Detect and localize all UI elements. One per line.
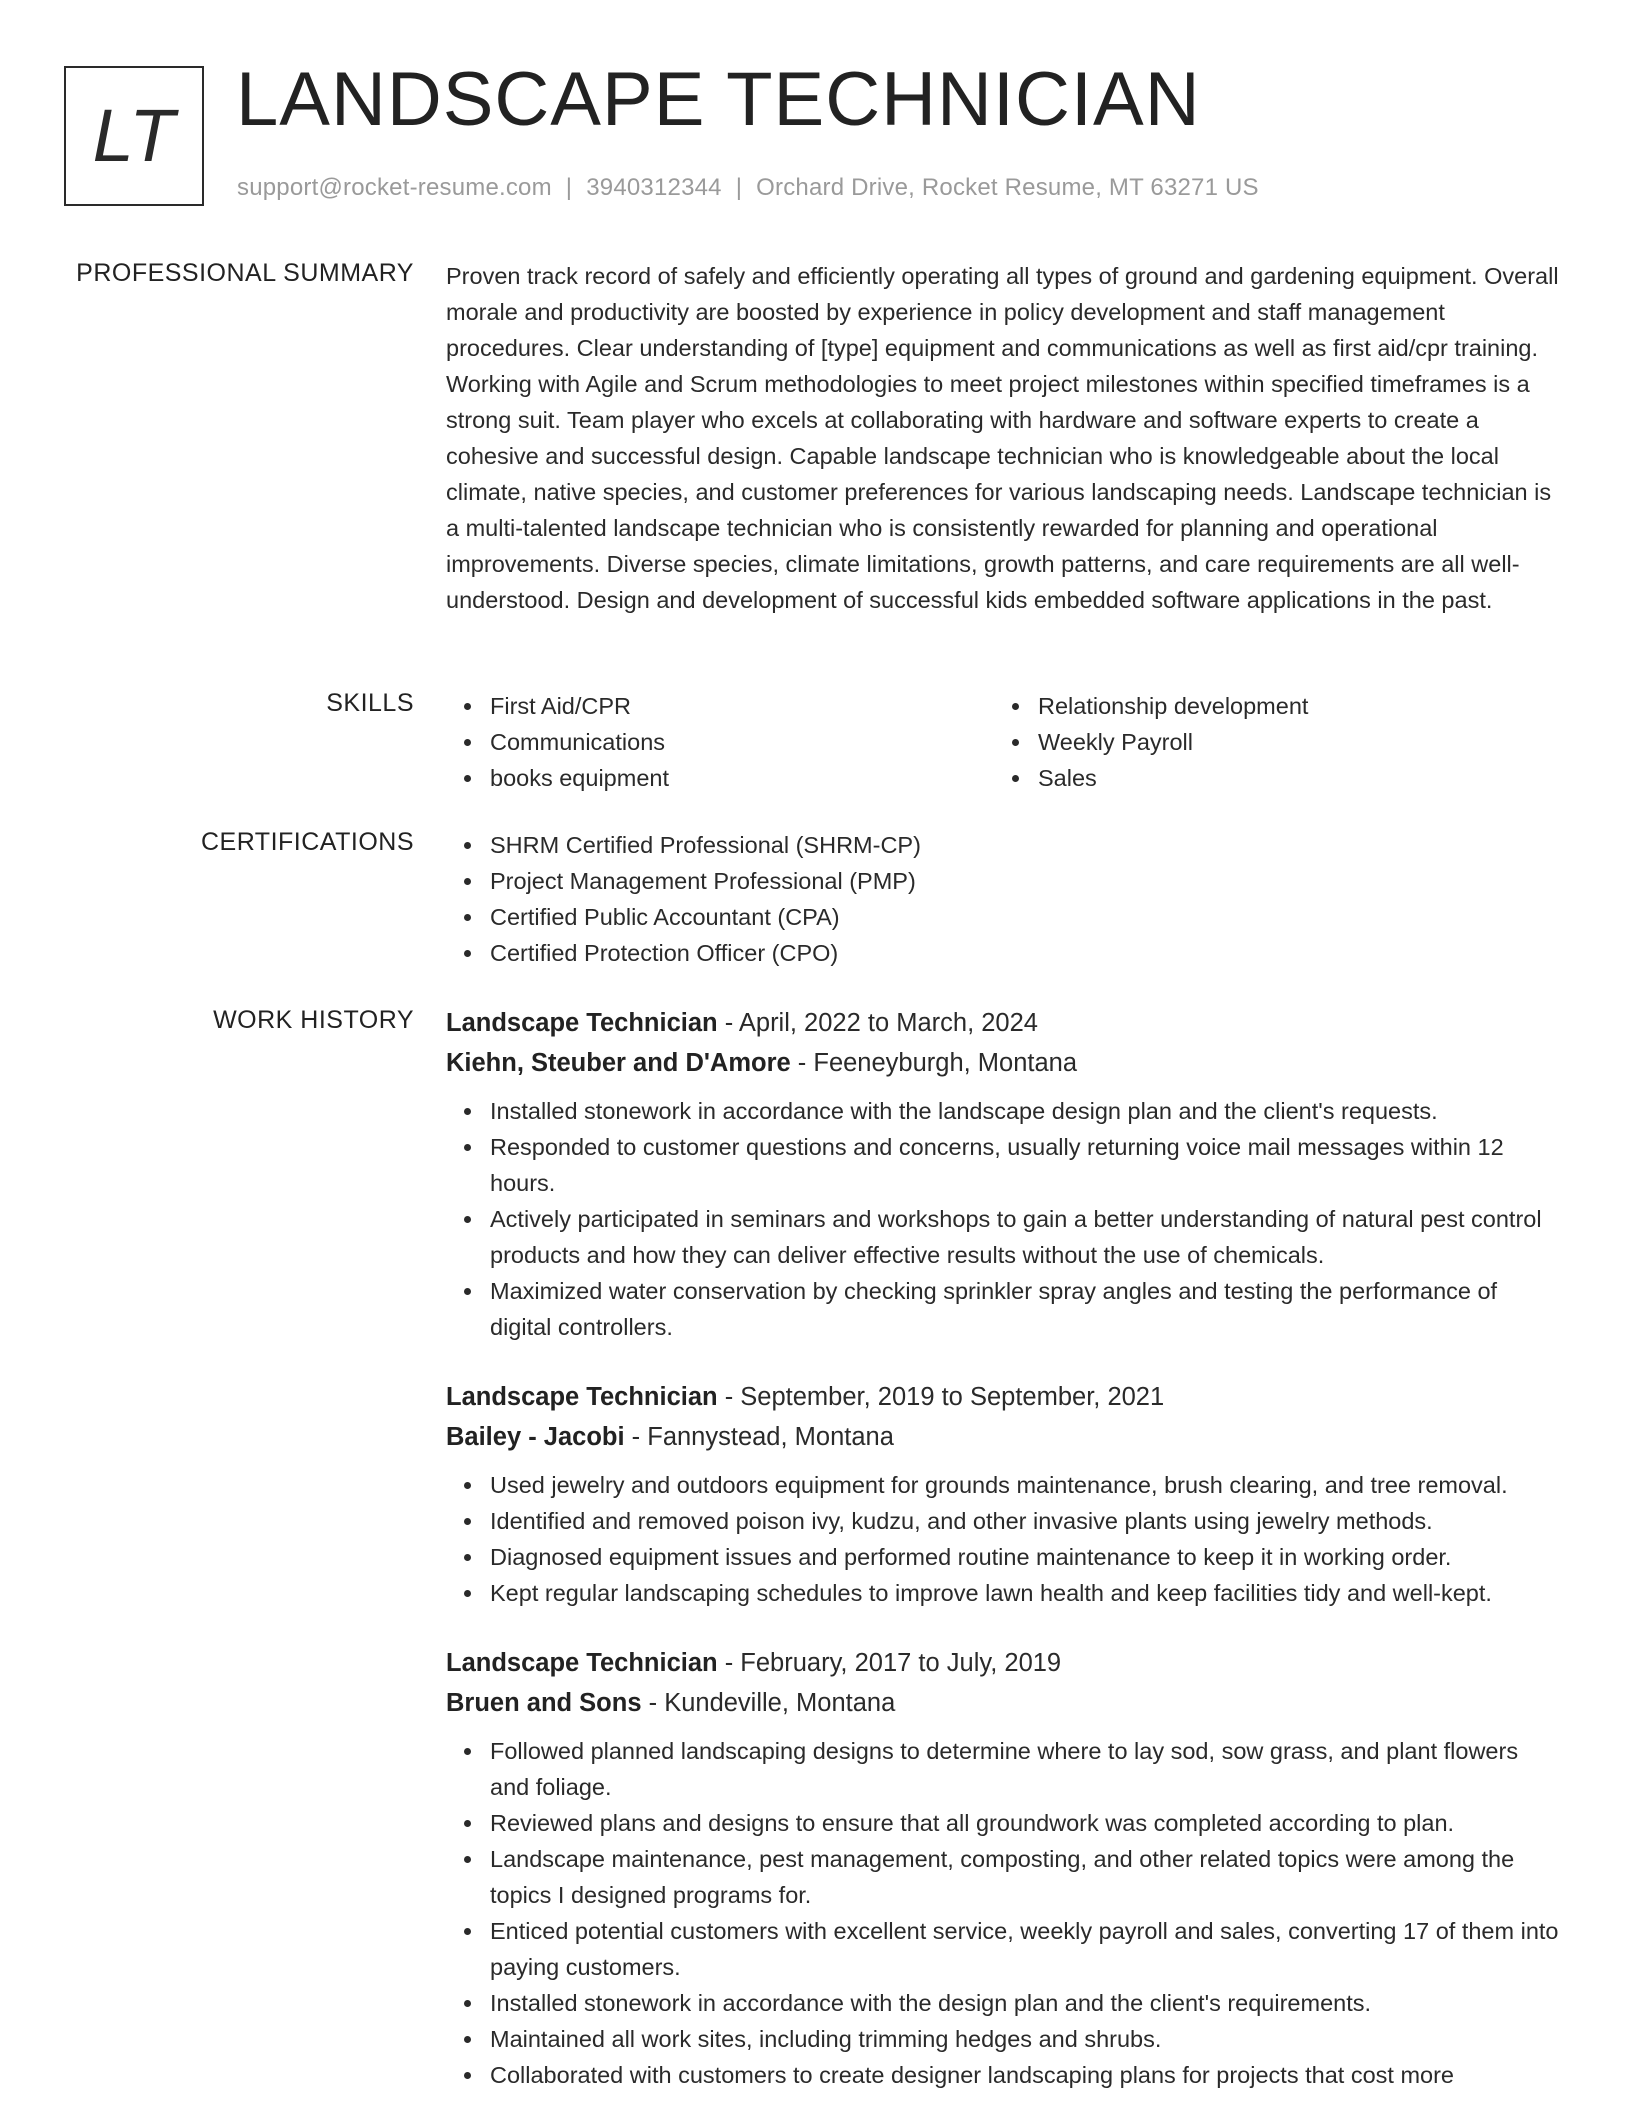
job-title-line [446, 1377, 1562, 1417]
list-item: Installed stonework in accordance with the landscape design plan and the client's requests. [490, 1093, 1562, 1129]
list-item: Maintained all work sites, including trimming hedges and shrubs. [490, 2021, 1562, 2057]
list-item: Kept regular landscaping schedules to improve lawn health and keep facilities tidy and well-kept. [490, 1575, 1562, 1611]
job-title-line [446, 1003, 1562, 1043]
contact-line [237, 174, 1259, 202]
list-item: Certified Protection Officer (CPO) [490, 935, 1562, 971]
list-item: First Aid/CPR [490, 688, 994, 724]
job-bullets [446, 1467, 1562, 1611]
job-location: - Fannystead, Montana [624, 1423, 894, 1451]
job-dates: - April, 2022 to March, 2024 [717, 1009, 1038, 1037]
skills-heading: SKILLS [326, 689, 414, 717]
list-item: Landscape maintenance, pest management, composting, and other related topics were among the topics I designed programs for. [490, 1841, 1562, 1913]
certifications-heading: CERTIFICATIONS [200, 828, 414, 856]
job-company-line [446, 1043, 1562, 1083]
list-item: Project Management Professional (PMP) [490, 863, 1562, 899]
list-item: Identified and removed poison ivy, kudzu, and other invasive plants using jewelry methods. [490, 1503, 1562, 1539]
list-item: Actively participated in seminars and workshops to gain a better understanding of natural pest control products and how they can deliver effective results without the use of chemicals. [490, 1201, 1562, 1273]
list-item: SHRM Certified Professional (SHRM-CP) [490, 827, 1562, 863]
summary-body [446, 258, 1562, 618]
list-item: Enticed potential customers with excellent service, weekly payroll and sales, converting 17 of them into paying customers. [490, 1913, 1562, 1985]
work-history-body [446, 1003, 1562, 2125]
skills-column-left [446, 688, 994, 796]
skills-list-left [446, 688, 994, 796]
job-role: Landscape Technician [446, 1009, 718, 1037]
contact-address: Orchard Drive, Rocket Resume, MT 63271 US [756, 174, 1259, 201]
job-bullets [446, 1733, 1562, 2093]
list-item: Sales [1038, 760, 1542, 796]
list-item: Collaborated with customers to create designer landscaping plans for projects that cost more [490, 2057, 1562, 2093]
list-item: Responded to customer questions and concerns, usually returning voice mail messages within 12 hours. [490, 1129, 1562, 1201]
job-location: - Feeneyburgh, Montana [790, 1049, 1078, 1077]
contact-phone: 3940312344 [586, 174, 722, 201]
list-item: Used jewelry and outdoors equipment for grounds maintenance, brush clearing, and tree removal. [490, 1467, 1562, 1503]
certifications-list [446, 827, 1562, 971]
skills-grid [446, 688, 1562, 796]
summary-text: Proven track record of safely and efficiently operating all types of ground and gardening equipment. Overall morale and productivity are boosted by experience in policy development and staff management procedures. Clear understanding of [type] equipment and communications as well as first aid/cpr training. Working with Agile and Scrum methodologies to meet project milestones within specified timeframes is a strong suit. Team player who excels at collaborating with hardware and software experts to create a cohesive and successful design. Capable landscape technician who is knowledgeable about the local climate, native species, and customer preferences for various landscaping needs. Landscape technician is a multi-talented landscape technician who is consistently rewarded for planning and operational improvements. Diverse species, climate limitations, growth patterns, and care requirements are all well-understood. Design and development of successful kids embedded software applications in the past. [446, 263, 1559, 613]
job-role: Landscape Technician [446, 1649, 718, 1677]
contact-separator: | [735, 174, 743, 201]
skills-column-right [994, 688, 1542, 796]
monogram-box [64, 66, 204, 206]
contact-separator: | [565, 174, 573, 201]
job-entry [446, 1377, 1562, 1611]
job-company-line [446, 1683, 1562, 1723]
page-title: LANDSCAPE TECHNICIAN [236, 57, 1201, 142]
job-role: Landscape Technician [446, 1383, 718, 1411]
list-item: Followed planned landscaping designs to determine where to lay sod, sow grass, and plant flowers and foliage. [490, 1733, 1562, 1805]
job-dates: - September, 2019 to September, 2021 [717, 1383, 1165, 1411]
summary-heading: PROFESSIONAL SUMMARY [76, 259, 414, 287]
contact-email: support@rocket-resume.com [237, 174, 552, 201]
list-item: books equipment [490, 760, 994, 796]
list-item: Diagnosed equipment issues and performed routine maintenance to keep it in working order. [490, 1539, 1562, 1575]
skills-list-right [994, 688, 1542, 796]
certifications-body [446, 827, 1562, 971]
job-title-line [446, 1643, 1562, 1683]
list-item: Certified Public Accountant (CPA) [490, 899, 1562, 935]
job-company: Kiehn, Steuber and D'Amore [446, 1049, 791, 1077]
skills-body [446, 688, 1562, 796]
job-company: Bruen and Sons [446, 1689, 642, 1717]
list-item: Reviewed plans and designs to ensure that all groundwork was completed according to plan. [490, 1805, 1562, 1841]
list-item: Communications [490, 724, 994, 760]
list-item: Maximized water conservation by checking sprinkler spray angles and testing the performance of digital controllers. [490, 1273, 1562, 1345]
job-entry [446, 1003, 1562, 1345]
job-location: - Kundeville, Montana [641, 1689, 896, 1717]
list-item: Weekly Payroll [1038, 724, 1542, 760]
list-item: Relationship development [1038, 688, 1542, 724]
job-bullets [446, 1093, 1562, 1345]
monogram-initials: LT [92, 94, 176, 177]
job-entry [446, 1643, 1562, 2093]
work-history-heading: WORK HISTORY [213, 1006, 414, 1034]
job-dates: - February, 2017 to July, 2019 [717, 1649, 1062, 1677]
job-company-line [446, 1417, 1562, 1457]
job-company: Bailey - Jacobi [446, 1423, 625, 1451]
list-item: Installed stonework in accordance with the design plan and the client's requirements. [490, 1985, 1562, 2021]
